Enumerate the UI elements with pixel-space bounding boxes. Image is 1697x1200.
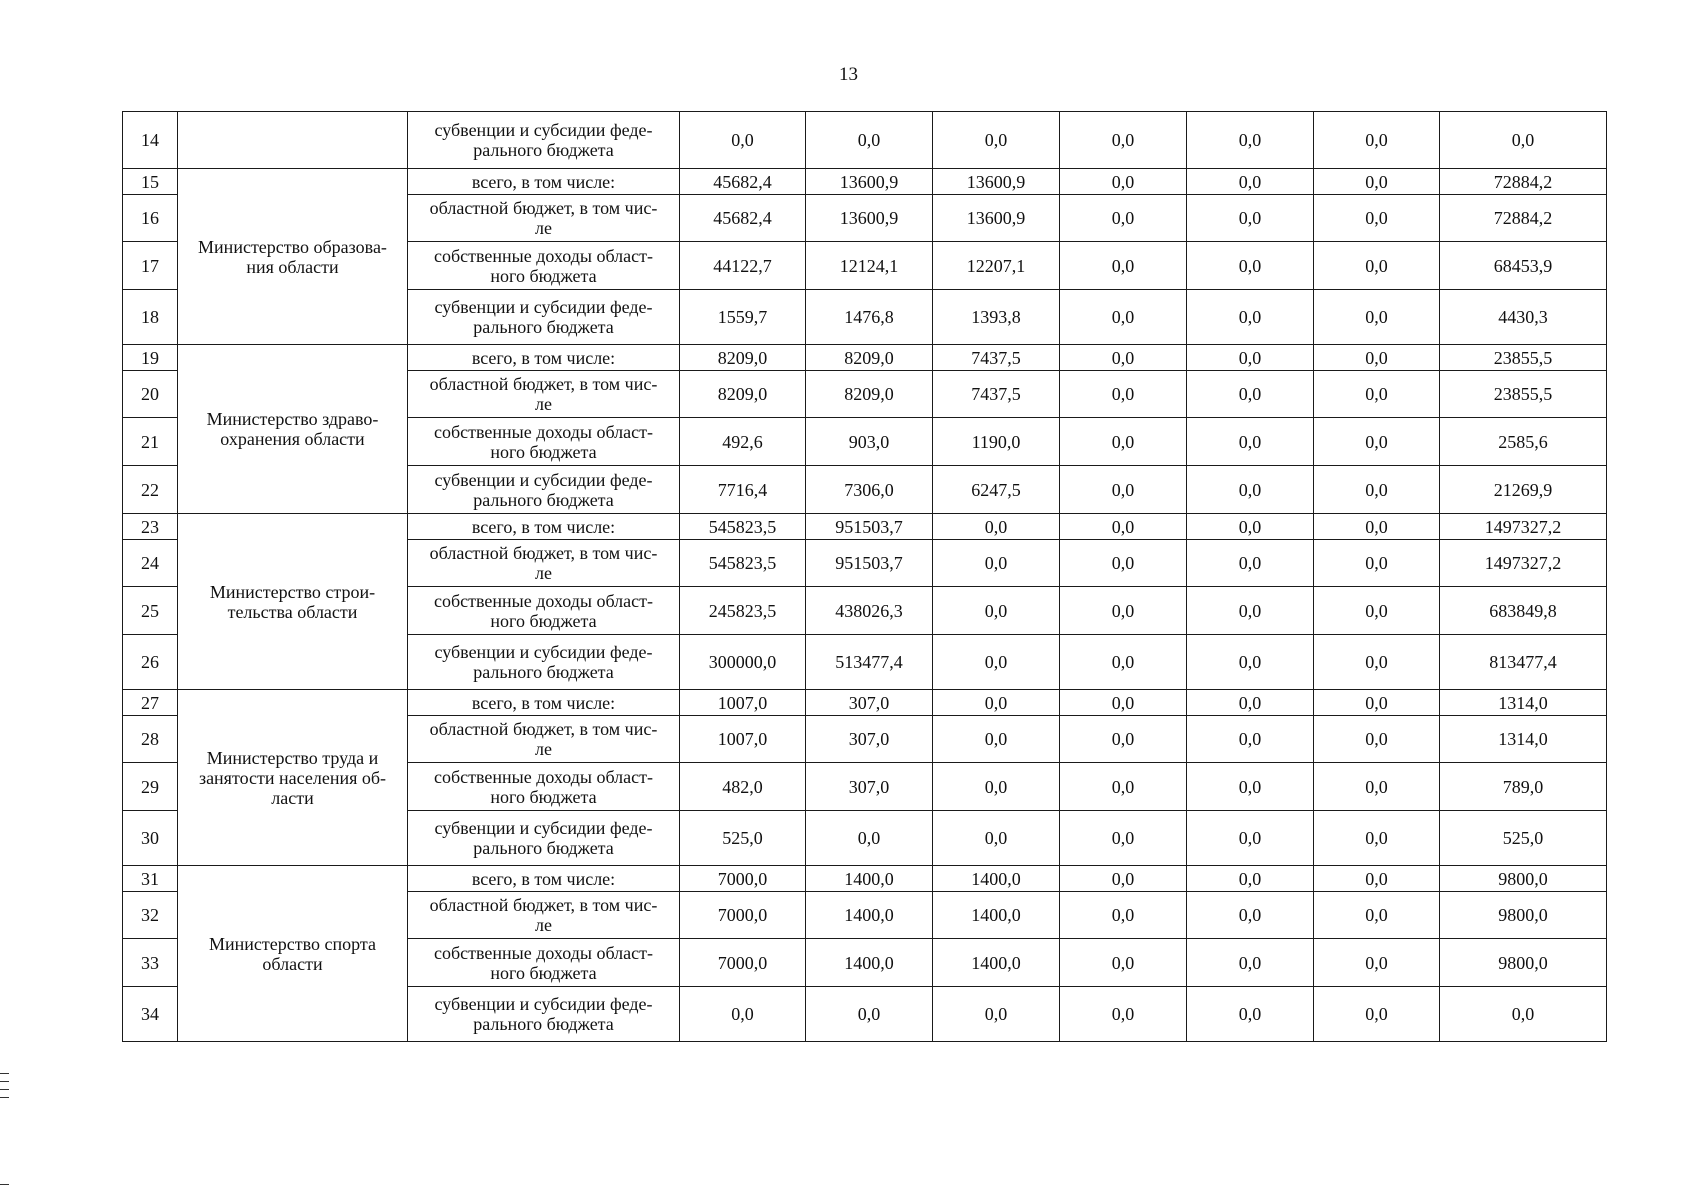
value-cell: 0,0: [1187, 587, 1314, 635]
value-cell: 0,0: [933, 514, 1060, 540]
row-number: 22: [123, 466, 178, 514]
total-value-cell: 9800,0: [1440, 866, 1607, 892]
value-cell: 0,0: [1314, 242, 1440, 290]
row-number: 21: [123, 418, 178, 466]
value-cell: 0,0: [1187, 371, 1314, 418]
value-cell: 1190,0: [933, 418, 1060, 466]
value-cell: 0,0: [1314, 939, 1440, 987]
value-cell: 0,0: [1187, 540, 1314, 587]
value-cell: 8209,0: [680, 345, 806, 371]
budget-category: всего, в том числе:: [408, 866, 680, 892]
value-cell: 0,0: [1060, 892, 1187, 939]
row-number: 14: [123, 112, 178, 169]
table-row: [123, 112, 1607, 169]
value-cell: 0,0: [933, 112, 1060, 169]
ministry-name: Министерство строи- тельства области: [178, 514, 408, 690]
table-row: [123, 169, 1607, 195]
value-cell: 0,0: [1187, 242, 1314, 290]
scan-mark: [0, 1073, 9, 1074]
value-cell: 1400,0: [933, 866, 1060, 892]
value-cell: 13600,9: [806, 195, 933, 242]
value-cell: 0,0: [1060, 811, 1187, 866]
value-cell: 0,0: [1314, 635, 1440, 690]
budget-table: [122, 111, 1607, 1042]
value-cell: 545823,5: [680, 540, 806, 587]
value-cell: 0,0: [1060, 418, 1187, 466]
value-cell: 0,0: [1187, 866, 1314, 892]
total-value-cell: 1497327,2: [1440, 514, 1607, 540]
value-cell: 13600,9: [933, 195, 1060, 242]
budget-category: всего, в том числе:: [408, 345, 680, 371]
value-cell: 7000,0: [680, 866, 806, 892]
page-number: 13: [839, 64, 858, 85]
value-cell: 0,0: [1060, 290, 1187, 345]
value-cell: 1400,0: [806, 866, 933, 892]
value-cell: 1007,0: [680, 690, 806, 716]
value-cell: 0,0: [1060, 514, 1187, 540]
value-cell: 0,0: [1060, 587, 1187, 635]
budget-category: всего, в том числе:: [408, 690, 680, 716]
row-number: 23: [123, 514, 178, 540]
row-number: 34: [123, 987, 178, 1042]
value-cell: 12207,1: [933, 242, 1060, 290]
value-cell: 0,0: [1060, 112, 1187, 169]
value-cell: 0,0: [680, 112, 806, 169]
value-cell: 0,0: [1060, 763, 1187, 811]
value-cell: 7306,0: [806, 466, 933, 514]
total-value-cell: 23855,5: [1440, 345, 1607, 371]
value-cell: 951503,7: [806, 540, 933, 587]
value-cell: 0,0: [1187, 345, 1314, 371]
value-cell: 0,0: [1314, 169, 1440, 195]
value-cell: 44122,7: [680, 242, 806, 290]
value-cell: 0,0: [1187, 466, 1314, 514]
budget-category: собственные доходы област- ного бюджета: [408, 763, 680, 811]
value-cell: 0,0: [1314, 716, 1440, 763]
value-cell: 0,0: [806, 811, 933, 866]
value-cell: 0,0: [933, 987, 1060, 1042]
value-cell: 307,0: [806, 716, 933, 763]
row-number: 24: [123, 540, 178, 587]
value-cell: 0,0: [933, 587, 1060, 635]
row-number: 27: [123, 690, 178, 716]
value-cell: 0,0: [1060, 466, 1187, 514]
value-cell: 1476,8: [806, 290, 933, 345]
value-cell: 0,0: [1187, 418, 1314, 466]
row-number: 16: [123, 195, 178, 242]
budget-category: областной бюджет, в том чис- ле: [408, 195, 680, 242]
value-cell: 300000,0: [680, 635, 806, 690]
budget-category: собственные доходы област- ного бюджета: [408, 939, 680, 987]
total-value-cell: 9800,0: [1440, 939, 1607, 987]
budget-category: субвенции и субсидии феде- рального бюджета: [408, 811, 680, 866]
value-cell: 7000,0: [680, 892, 806, 939]
value-cell: 1400,0: [806, 892, 933, 939]
value-cell: 0,0: [1314, 540, 1440, 587]
total-value-cell: 4430,3: [1440, 290, 1607, 345]
row-number: 15: [123, 169, 178, 195]
value-cell: 482,0: [680, 763, 806, 811]
total-value-cell: 72884,2: [1440, 169, 1607, 195]
total-value-cell: 1314,0: [1440, 690, 1607, 716]
value-cell: 45682,4: [680, 169, 806, 195]
total-value-cell: 9800,0: [1440, 892, 1607, 939]
row-number: 29: [123, 763, 178, 811]
row-number: 32: [123, 892, 178, 939]
value-cell: 0,0: [1314, 690, 1440, 716]
table-body: [123, 112, 1607, 1042]
table-row: [123, 866, 1607, 892]
value-cell: 45682,4: [680, 195, 806, 242]
value-cell: 0,0: [1060, 345, 1187, 371]
value-cell: 0,0: [1314, 811, 1440, 866]
value-cell: 0,0: [806, 112, 933, 169]
total-value-cell: 813477,4: [1440, 635, 1607, 690]
value-cell: 0,0: [933, 690, 1060, 716]
value-cell: 0,0: [1060, 635, 1187, 690]
value-cell: 0,0: [1314, 892, 1440, 939]
value-cell: 0,0: [1187, 811, 1314, 866]
value-cell: 0,0: [933, 763, 1060, 811]
value-cell: 0,0: [1187, 987, 1314, 1042]
value-cell: 0,0: [1314, 587, 1440, 635]
budget-category: всего, в том числе:: [408, 169, 680, 195]
value-cell: 7437,5: [933, 345, 1060, 371]
ministry-name: [178, 112, 408, 169]
budget-category: областной бюджет, в том чис- ле: [408, 540, 680, 587]
value-cell: 0,0: [1187, 112, 1314, 169]
value-cell: 245823,5: [680, 587, 806, 635]
value-cell: 7000,0: [680, 939, 806, 987]
total-value-cell: 683849,8: [1440, 587, 1607, 635]
budget-category: субвенции и субсидии феде- рального бюджета: [408, 466, 680, 514]
scan-mark: [0, 1184, 9, 1185]
value-cell: 12124,1: [806, 242, 933, 290]
value-cell: 0,0: [1187, 169, 1314, 195]
value-cell: 0,0: [1060, 195, 1187, 242]
row-number: 18: [123, 290, 178, 345]
value-cell: 0,0: [1314, 763, 1440, 811]
ministry-name: Министерство труда и занятости населения об- ласти: [178, 690, 408, 866]
total-value-cell: 72884,2: [1440, 195, 1607, 242]
scan-mark: [0, 1081, 9, 1082]
total-value-cell: 1314,0: [1440, 716, 1607, 763]
budget-category: субвенции и субсидии феде- рального бюджета: [408, 290, 680, 345]
value-cell: 0,0: [1060, 716, 1187, 763]
value-cell: 0,0: [1060, 242, 1187, 290]
scan-mark: [0, 1097, 9, 1098]
budget-category: всего, в том числе:: [408, 514, 680, 540]
value-cell: 1007,0: [680, 716, 806, 763]
table-row: [123, 514, 1607, 540]
total-value-cell: 0,0: [1440, 112, 1607, 169]
total-value-cell: 2585,6: [1440, 418, 1607, 466]
ministry-name: Министерство здраво- охранения области: [178, 345, 408, 514]
value-cell: 13600,9: [806, 169, 933, 195]
value-cell: 0,0: [1314, 112, 1440, 169]
value-cell: 525,0: [680, 811, 806, 866]
value-cell: 438026,3: [806, 587, 933, 635]
value-cell: 1400,0: [806, 939, 933, 987]
table-row: [123, 690, 1607, 716]
value-cell: 13600,9: [933, 169, 1060, 195]
value-cell: 8209,0: [680, 371, 806, 418]
row-number: 25: [123, 587, 178, 635]
value-cell: 0,0: [933, 716, 1060, 763]
budget-category: собственные доходы област- ного бюджета: [408, 242, 680, 290]
value-cell: 0,0: [1060, 866, 1187, 892]
value-cell: 0,0: [1187, 290, 1314, 345]
table-row: [123, 345, 1607, 371]
value-cell: 0,0: [1060, 690, 1187, 716]
value-cell: 307,0: [806, 690, 933, 716]
value-cell: 0,0: [1187, 939, 1314, 987]
value-cell: 0,0: [1187, 690, 1314, 716]
value-cell: 0,0: [933, 811, 1060, 866]
value-cell: 0,0: [680, 987, 806, 1042]
value-cell: 0,0: [1187, 763, 1314, 811]
value-cell: 0,0: [933, 540, 1060, 587]
value-cell: 1400,0: [933, 939, 1060, 987]
value-cell: 545823,5: [680, 514, 806, 540]
value-cell: 0,0: [1187, 195, 1314, 242]
value-cell: 0,0: [1314, 987, 1440, 1042]
budget-category: субвенции и субсидии феде- рального бюджета: [408, 112, 680, 169]
budget-category: субвенции и субсидии феде- рального бюджета: [408, 987, 680, 1042]
budget-category: областной бюджет, в том чис- ле: [408, 892, 680, 939]
budget-category: собственные доходы област- ного бюджета: [408, 587, 680, 635]
total-value-cell: 525,0: [1440, 811, 1607, 866]
total-value-cell: 1497327,2: [1440, 540, 1607, 587]
value-cell: 0,0: [1314, 466, 1440, 514]
total-value-cell: 789,0: [1440, 763, 1607, 811]
value-cell: 951503,7: [806, 514, 933, 540]
value-cell: 0,0: [1060, 939, 1187, 987]
total-value-cell: 0,0: [1440, 987, 1607, 1042]
value-cell: 0,0: [1314, 866, 1440, 892]
value-cell: 492,6: [680, 418, 806, 466]
value-cell: 1400,0: [933, 892, 1060, 939]
row-number: 28: [123, 716, 178, 763]
value-cell: 0,0: [1314, 371, 1440, 418]
value-cell: 8209,0: [806, 345, 933, 371]
value-cell: 0,0: [1314, 195, 1440, 242]
value-cell: 0,0: [1314, 290, 1440, 345]
value-cell: 7716,4: [680, 466, 806, 514]
value-cell: 0,0: [1314, 418, 1440, 466]
total-value-cell: 23855,5: [1440, 371, 1607, 418]
value-cell: 0,0: [933, 635, 1060, 690]
budget-category: областной бюджет, в том чис- ле: [408, 716, 680, 763]
value-cell: 0,0: [1060, 371, 1187, 418]
value-cell: 0,0: [1187, 514, 1314, 540]
scan-mark: [0, 1089, 9, 1090]
total-value-cell: 21269,9: [1440, 466, 1607, 514]
row-number: 30: [123, 811, 178, 866]
row-number: 20: [123, 371, 178, 418]
budget-category: областной бюджет, в том чис- ле: [408, 371, 680, 418]
total-value-cell: 68453,9: [1440, 242, 1607, 290]
value-cell: 1393,8: [933, 290, 1060, 345]
row-number: 19: [123, 345, 178, 371]
ministry-name: Министерство образова- ния области: [178, 169, 408, 345]
value-cell: 0,0: [1314, 345, 1440, 371]
value-cell: 0,0: [1187, 892, 1314, 939]
value-cell: 513477,4: [806, 635, 933, 690]
value-cell: 0,0: [1060, 987, 1187, 1042]
value-cell: 307,0: [806, 763, 933, 811]
value-cell: 8209,0: [806, 371, 933, 418]
value-cell: 0,0: [806, 987, 933, 1042]
value-cell: 1559,7: [680, 290, 806, 345]
row-number: 31: [123, 866, 178, 892]
row-number: 33: [123, 939, 178, 987]
budget-category: субвенции и субсидии феде- рального бюджета: [408, 635, 680, 690]
row-number: 17: [123, 242, 178, 290]
value-cell: 0,0: [1060, 169, 1187, 195]
value-cell: 0,0: [1187, 635, 1314, 690]
budget-category: собственные доходы област- ного бюджета: [408, 418, 680, 466]
value-cell: 0,0: [1187, 716, 1314, 763]
ministry-name: Министерство спорта области: [178, 866, 408, 1042]
value-cell: 7437,5: [933, 371, 1060, 418]
value-cell: 0,0: [1060, 540, 1187, 587]
value-cell: 903,0: [806, 418, 933, 466]
value-cell: 0,0: [1314, 514, 1440, 540]
value-cell: 6247,5: [933, 466, 1060, 514]
row-number: 26: [123, 635, 178, 690]
